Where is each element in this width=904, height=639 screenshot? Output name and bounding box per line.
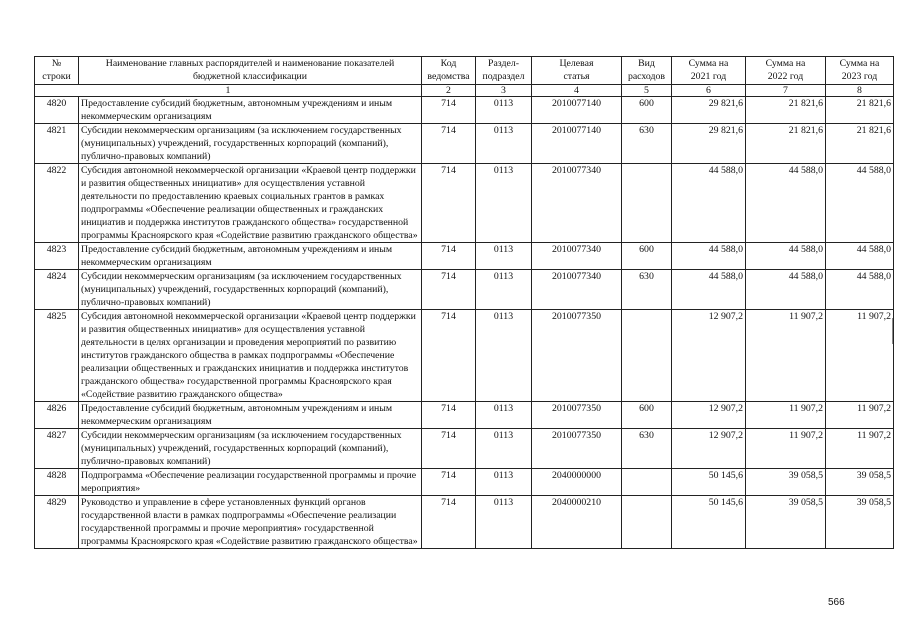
row-sum-2021: 44 588,0 [672,270,746,310]
table-row [35,270,894,310]
row-sum-2023: 44 588,0 [826,270,894,310]
table-body [35,97,894,549]
table-row [35,97,894,124]
row-sum-2021: 12 907,2 [672,402,746,429]
row-number: 4821 [35,124,79,164]
row-sum-2022: 39 058,5 [746,496,826,549]
row-number: 4827 [35,429,79,469]
row-sum-2022: 39 058,5 [746,469,826,496]
row-expense-type: 630 [622,124,672,164]
row-sum-2022: 21 821,6 [746,97,826,124]
row-dept-code: 714 [422,243,476,270]
row-number: 4823 [35,243,79,270]
row-sum-2023: 39 058,5 [826,469,894,496]
column-number: 5 [622,85,672,97]
table-row [35,402,894,429]
header-sum-2022: Сумма на 2022 год [746,57,826,85]
header-sum-2021: Сумма на 2021 год [672,57,746,85]
table-row [35,429,894,469]
row-section: 0113 [476,164,532,243]
row-expense-type [622,496,672,549]
row-sum-2023: 11 907,2 [826,310,894,402]
row-name: Руководство и управление в сфере установленных функций органов государственной власти в рамках подпрограммы «Обеспечение реализации государственной программы и прочие мероприятия» государственной программы Красноярского края «Содействие развитию гражданского общества» [79,496,422,549]
table-row [35,164,894,243]
column-number-row [35,85,894,97]
column-number: 2 [422,85,476,97]
row-section: 0113 [476,243,532,270]
row-section: 0113 [476,402,532,429]
row-number: 4829 [35,496,79,549]
header-section: Раздел- подраздел [476,57,532,85]
row-section: 0113 [476,496,532,549]
row-number: 4826 [35,402,79,429]
column-number: 6 [672,85,746,97]
column-number: 4 [532,85,622,97]
row-target: 2010077350 [532,402,622,429]
row-sum-2022: 11 907,2 [746,310,826,402]
row-target: 2010077140 [532,124,622,164]
row-sum-2021: 44 588,0 [672,243,746,270]
table-row [35,243,894,270]
row-sum-2022: 11 907,2 [746,429,826,469]
row-dept-code: 714 [422,310,476,402]
row-dept-code: 714 [422,469,476,496]
row-expense-type: 630 [622,429,672,469]
row-sum-2021: 50 145,6 [672,496,746,549]
row-expense-type: 600 [622,97,672,124]
row-sum-2022: 11 907,2 [746,402,826,429]
row-dept-code: 714 [422,97,476,124]
row-section: 0113 [476,270,532,310]
row-target: 2010077340 [532,164,622,243]
row-sum-2022: 21 821,6 [746,124,826,164]
row-target: 2040000210 [532,496,622,549]
row-sum-2022: 44 588,0 [746,164,826,243]
row-sum-2022: 44 588,0 [746,270,826,310]
page-number: 566 [828,597,845,608]
row-number: 4822 [35,164,79,243]
row-section: 0113 [476,124,532,164]
row-name: Субсидии некоммерческим организациям (за исключением государственных (муниципальных) учреждений, государственных корпораций (компаний), публично-правовых компаний) [79,124,422,164]
row-sum-2021: 50 145,6 [672,469,746,496]
row-name: Субсидии некоммерческим организациям (за исключением государственных (муниципальных) учреждений, государственных корпораций (компаний), публично-правовых компаний) [79,270,422,310]
row-name: Субсидии некоммерческим организациям (за исключением государственных (муниципальных) учреждений, государственных корпораций (компаний), публично-правовых компаний) [79,429,422,469]
row-sum-2021: 29 821,6 [672,124,746,164]
row-dept-code: 714 [422,270,476,310]
row-sum-2021: 12 907,2 [672,310,746,402]
table-row [35,310,894,402]
row-sum-2023: 21 821,6 [826,124,894,164]
row-sum-2022: 44 588,0 [746,243,826,270]
row-expense-type [622,469,672,496]
row-expense-type: 600 [622,243,672,270]
row-target: 2040000000 [532,469,622,496]
row-number: 4825 [35,310,79,402]
row-target: 2010077340 [532,270,622,310]
row-dept-code: 714 [422,429,476,469]
row-sum-2023: 11 907,2 [826,402,894,429]
row-target: 2010077340 [532,243,622,270]
row-name: Предоставление субсидий бюджетным, автономным учреждениям и иным некоммерческим организациям [79,243,422,270]
row-sum-2023: 44 588,0 [826,164,894,243]
table-row [35,124,894,164]
column-number: 3 [476,85,532,97]
budget-table [34,56,894,549]
row-sum-2023: 21 821,6 [826,97,894,124]
row-number: 4820 [35,97,79,124]
row-name: Предоставление субсидий бюджетным, автономным учреждениям и иным некоммерческим организациям [79,402,422,429]
table-row [35,469,894,496]
row-target: 2010077350 [532,310,622,402]
column-number: 1 [35,85,422,97]
row-dept-code: 714 [422,496,476,549]
table-row [35,496,894,549]
row-section: 0113 [476,310,532,402]
row-section: 0113 [476,429,532,469]
row-sum-2021: 29 821,6 [672,97,746,124]
row-name: Субсидия автономной некоммерческой организации «Краевой центр поддержки и развития общественных инициатив» для осуществления уставной деятельности в целях организации и проведения мероприятий по развитию институтов гражданского общества в рамках подпрограммы «Обеспечение реализации общественных и гражданских инициатив и поддержка институтов гражданского общества» государственной программы Красноярского края «Содействие развитию гражданского общества» [79,310,422,402]
column-number: 7 [746,85,826,97]
header-expense-type: Вид расходов [622,57,672,85]
header-target: Целевая статья [532,57,622,85]
header-row [35,57,894,85]
row-target: 2010077140 [532,97,622,124]
row-expense-type: 630 [622,270,672,310]
header-row-number: № строки [35,57,79,85]
row-dept-code: 714 [422,164,476,243]
row-section: 0113 [476,469,532,496]
row-name: Подпрограмма «Обеспечение реализации государственной программы и прочие мероприятия» [79,469,422,496]
row-sum-2023: 44 588,0 [826,243,894,270]
row-expense-type [622,310,672,402]
header-dept-code: Код ведомства [422,57,476,85]
row-sum-2023: 39 058,5 [826,496,894,549]
row-section: 0113 [476,97,532,124]
row-sum-2021: 44 588,0 [672,164,746,243]
row-expense-type: 600 [622,402,672,429]
row-sum-2023: 11 907,2 [826,429,894,469]
row-number: 4824 [35,270,79,310]
row-target: 2010077350 [532,429,622,469]
row-name: Субсидия автономной некоммерческой организации «Краевой центр поддержки и развития общественных инициатив» для осуществления уставной деятельности по предоставлению краевых социальных грантов в рамках подпрограммы «Обеспечение реализации общественных и гражданских инициатив и поддержка институтов гражданского общества» государственной программы Красноярского края «Содействие развитию гражданского общества» [79,164,422,243]
row-number: 4828 [35,469,79,496]
header-name: Наименование главных распорядителей и наименование показателей бюджетной классификации [79,57,422,85]
row-sum-2021: 12 907,2 [672,429,746,469]
row-dept-code: 714 [422,124,476,164]
row-expense-type [622,164,672,243]
column-number: 8 [826,85,894,97]
row-name: Предоставление субсидий бюджетным, автономным учреждениям и иным некоммерческим организациям [79,97,422,124]
header-sum-2023: Сумма на 2023 год [826,57,894,85]
row-dept-code: 714 [422,402,476,429]
